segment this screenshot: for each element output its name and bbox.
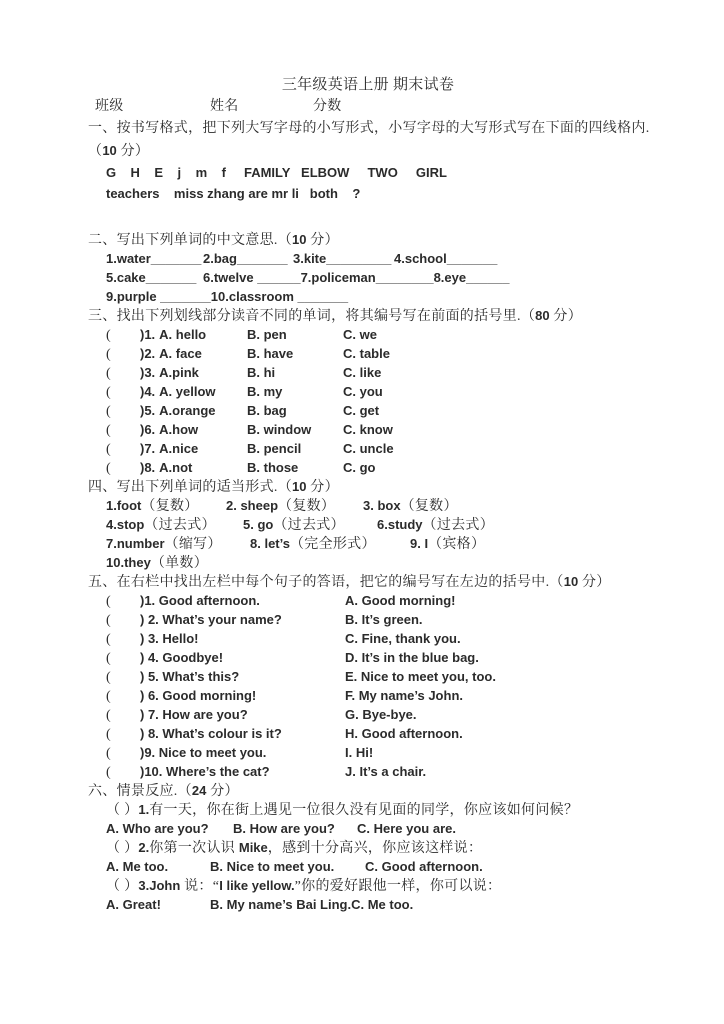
matching-row — [106, 629, 696, 648]
form-hint: （过去式） — [422, 518, 495, 533]
letters-lowercase-line: teachers miss zhang are mr li both ? — [106, 186, 361, 201]
section4-heading-text: 四、写出下列单词的适当形式. — [88, 480, 278, 495]
word-form-item — [106, 515, 243, 535]
section6-heading — [88, 781, 696, 800]
option-b: B. pencil — [247, 441, 302, 456]
section6-heading-text: 六、情景反应. — [88, 784, 178, 799]
word: 9. I — [410, 536, 429, 551]
word-form-item — [363, 496, 458, 516]
section1-score — [88, 140, 696, 162]
score-paren-close: 分） — [549, 309, 582, 324]
question-text: 你第一次认识 — [149, 841, 239, 856]
word: 6.study — [377, 517, 423, 532]
section6-score-value: 24 — [191, 783, 207, 798]
option-a: A. face — [159, 346, 202, 361]
option-a-cell — [140, 439, 247, 458]
vocab-item: 4.school_______ — [394, 251, 498, 266]
section2-heading — [88, 230, 696, 249]
option-a: A.orange — [159, 403, 216, 418]
answer-bracket: ( — [106, 442, 111, 457]
word-form-item — [243, 515, 377, 535]
vocab-item: 5.cake_______ — [106, 270, 197, 285]
answer-bracket: ( — [106, 423, 111, 438]
word-form-row — [106, 496, 696, 515]
situation-question — [106, 838, 696, 857]
vocab-item: 6.twelve ______ — [203, 270, 301, 285]
answer-bracket: ( — [106, 670, 111, 685]
matching-right: E. Nice to meet you, too. — [345, 669, 496, 684]
option-b: B. my — [247, 384, 283, 399]
section1-score-value: 10 — [102, 143, 117, 158]
option-c: C. know — [343, 422, 393, 437]
matching-left: ) 6. Good morning! — [140, 688, 257, 703]
question-text: 有一天，你在街上遇见一位很久没有见面的同学，你应该如何问候？ — [149, 803, 579, 818]
matching-row — [106, 705, 696, 724]
word-form-item — [250, 534, 410, 554]
score-paren-open: （ — [88, 144, 103, 159]
form-hint: （完全形式） — [289, 537, 376, 552]
letters-uppercase-line: G H E j m f FAMILY ELBOW TWO GIRL — [106, 165, 447, 180]
score-paren-close: 分） — [116, 144, 150, 159]
phonics-row — [106, 439, 696, 458]
phonics-row — [106, 401, 696, 420]
option-b: B. My name’s Bai Ling. — [210, 897, 352, 912]
question-number: )4. — [140, 384, 156, 399]
option-c: C. like — [343, 365, 382, 380]
section3-heading-text: 三、找出下列划线部分读音不同的单词，将其编号写在前面的括号里. — [88, 309, 521, 324]
option-c: C. table — [343, 346, 390, 361]
option-b: B. hi — [247, 365, 276, 380]
word: 5. go — [243, 517, 274, 532]
question-text: ”你的爱好跟他一样，你可以说： — [294, 879, 502, 894]
question-number: 1. — [138, 802, 150, 817]
answer-bracket: ( — [106, 366, 111, 381]
question-number: )8. — [140, 460, 156, 475]
word-form-item — [377, 515, 494, 535]
section2-score-value: 10 — [292, 232, 307, 247]
form-hint: （复数） — [400, 499, 458, 514]
answer-bracket: ( — [106, 461, 111, 476]
option-a: A.pink — [159, 365, 199, 380]
answer-bracket: ( — [106, 746, 111, 761]
word: 1.foot — [106, 498, 142, 513]
option-b: B. bag — [247, 403, 287, 418]
vocab-item: 1.water_______ — [106, 251, 202, 266]
vocab-row — [106, 268, 696, 287]
vocab-row — [106, 287, 696, 306]
answer-bracket: ( — [106, 727, 111, 742]
phonics-row — [106, 325, 696, 344]
question-number: 2. — [138, 840, 150, 855]
matching-row — [106, 648, 696, 667]
question-english: I like yellow. — [219, 878, 295, 893]
option-c: C. get — [343, 403, 380, 418]
score-paren-open: （ — [520, 309, 536, 324]
section3-score-value: 80 — [535, 308, 550, 323]
answer-bracket: （ ） — [106, 841, 139, 856]
writing-grid-blank-space — [88, 204, 696, 230]
option-b: B. window — [247, 422, 312, 437]
option-b: B. pen — [247, 327, 287, 342]
form-hint: （过去式） — [273, 518, 345, 533]
option-a-cell — [140, 420, 247, 439]
word-form-item — [106, 496, 226, 516]
form-hint: （复数） — [278, 499, 336, 514]
option-a: A. yellow — [159, 384, 216, 399]
matching-row — [106, 762, 696, 781]
question-english: Mike — [238, 840, 268, 855]
form-hint: （宾格） — [428, 537, 486, 552]
option-c: C. go — [343, 460, 376, 475]
answer-bracket: （ ） — [106, 879, 139, 894]
score-paren-open: （ — [277, 480, 293, 495]
option-c: C. uncle — [343, 441, 394, 456]
vocab-item: 3.kite_________ — [293, 251, 392, 266]
header-fields — [95, 96, 696, 118]
answer-bracket: ( — [106, 651, 111, 666]
vocab-item: 9.purple _______ — [106, 289, 211, 304]
answer-bracket: ( — [106, 765, 111, 780]
score-paren-close: 分） — [206, 784, 239, 799]
situation-question — [106, 800, 696, 819]
score-paren-close: 分） — [306, 480, 339, 495]
option-c: C. Good afternoon. — [365, 859, 483, 874]
answer-bracket: ( — [106, 632, 111, 647]
matching-right: G. Bye-bye. — [345, 707, 417, 722]
matching-left: ) 8. What’s colour is it? — [140, 726, 282, 741]
class-label: 班级 — [95, 99, 124, 114]
situation-options — [106, 857, 696, 876]
answer-bracket: ( — [106, 708, 111, 723]
page-title: 三年级英语上册 期末试卷 — [281, 77, 455, 93]
word-form-item — [106, 534, 250, 554]
matching-row — [106, 743, 696, 762]
matching-row — [106, 667, 696, 686]
word-form-item — [106, 553, 208, 573]
matching-left: ) 7. How are you? — [140, 707, 248, 722]
form-hint: （复数） — [141, 499, 199, 514]
situation-question — [106, 876, 696, 895]
matching-left: ) 5. What’s this? — [140, 669, 240, 684]
question-text: 说：“ — [180, 879, 220, 894]
word: 8. let’s — [250, 536, 290, 551]
matching-row — [106, 591, 696, 610]
section4-score-value: 10 — [292, 479, 307, 494]
question-number: )7. — [140, 441, 156, 456]
phonics-row — [106, 458, 696, 477]
option-b: B. Nice to meet you. — [210, 859, 335, 874]
score-paren-open: （ — [549, 575, 564, 590]
question-number: 3.John — [138, 878, 181, 893]
answer-bracket: ( — [106, 594, 111, 609]
vocab-item: 8.eye______ — [433, 270, 510, 285]
matching-left: ) 4. Goodbye! — [140, 650, 224, 665]
word-form-item — [410, 534, 485, 554]
option-a: A. Me too. — [106, 859, 169, 874]
section3-heading — [88, 306, 696, 325]
option-a-cell — [140, 458, 247, 477]
option-c: C. we — [343, 327, 377, 342]
phonics-row — [106, 382, 696, 401]
situation-options — [106, 895, 696, 914]
word: 7.number — [106, 536, 165, 551]
option-b: B. How are you? — [233, 821, 335, 836]
answer-bracket: ( — [106, 328, 111, 343]
word-form-row — [106, 534, 696, 553]
matching-right: D. It’s in the blue bag. — [345, 650, 479, 665]
question-text: ，感到十分高兴，你应该这样说： — [267, 841, 483, 856]
answer-bracket: ( — [106, 347, 111, 362]
option-a-cell — [140, 401, 247, 420]
question-number: )6. — [140, 422, 156, 437]
matching-left: ) 2. What’s your name? — [140, 612, 282, 627]
word-form-row — [106, 553, 696, 572]
score-paren-open: （ — [277, 233, 293, 248]
word: 4.stop — [106, 517, 145, 532]
option-a: A.nice — [159, 441, 199, 456]
option-b: B. have — [247, 346, 294, 361]
question-number: )1. — [140, 327, 156, 342]
matching-right: I. Hi! — [345, 745, 374, 760]
section5-heading-text: 五、在右栏中找出左栏中每个句子的答语，把它的编号写在左边的括号中. — [88, 575, 550, 590]
vocab-item: 2.bag_______ — [203, 251, 288, 266]
matching-right: A. Good morning! — [345, 593, 456, 608]
word: 3. box — [363, 498, 401, 513]
matching-row — [106, 724, 696, 743]
option-c: C. Me too. — [351, 897, 414, 912]
section4-heading — [88, 477, 696, 496]
word: 2. sheep — [226, 498, 279, 513]
form-hint: （过去式） — [144, 518, 216, 533]
option-a: A. Great! — [106, 897, 161, 912]
score-paren-close: 分） — [578, 575, 611, 590]
matching-row — [106, 686, 696, 705]
question-number: )2. — [140, 346, 156, 361]
matching-right: F. My name’s John. — [345, 688, 463, 703]
word-form-row — [106, 515, 696, 534]
form-hint: （缩写） — [164, 537, 222, 552]
section1-heading: 一、按书写格式，把下列大写字母的小写形式，小写字母的大写形式写在下面的四线格内. — [88, 121, 650, 136]
score-paren-close: 分） — [306, 233, 339, 248]
question-number: )5. — [140, 403, 156, 418]
question-number: )3. — [140, 365, 156, 380]
vocab-row — [106, 249, 696, 268]
matching-left: )9. Nice to meet you. — [140, 745, 267, 760]
option-b: B. those — [247, 460, 299, 475]
matching-left: )10. Where’s the cat? — [140, 764, 270, 779]
phonics-row — [106, 363, 696, 382]
option-a: A.not — [159, 460, 193, 475]
option-a: A.how — [159, 422, 199, 437]
form-hint: （单数） — [150, 556, 209, 571]
vocab-item: 7.policeman________ — [300, 270, 434, 285]
matching-right: H. Good afternoon. — [345, 726, 463, 741]
score-label: 分数 — [313, 99, 342, 114]
option-a: A. Who are you? — [106, 821, 209, 836]
matching-right: B. It’s green. — [345, 612, 423, 627]
option-c: C. Here you are. — [357, 821, 456, 836]
matching-right: J. It’s a chair. — [345, 764, 427, 779]
option-a-cell — [140, 325, 247, 344]
section2-heading-text: 二、写出下列单词的中文意思. — [88, 233, 278, 248]
word-form-item — [226, 496, 363, 516]
vocab-item: 10.classroom _______ — [210, 289, 349, 304]
option-a: A. hello — [159, 327, 207, 342]
option-a-cell — [140, 363, 247, 382]
matching-left: )1. Good afternoon. — [140, 593, 260, 608]
answer-bracket: ( — [106, 404, 111, 419]
answer-bracket: ( — [106, 385, 111, 400]
score-paren-open: （ — [177, 784, 192, 799]
matching-left: ) 3. Hello! — [140, 631, 199, 646]
situation-options — [106, 819, 696, 838]
matching-row — [106, 610, 696, 629]
section5-heading — [88, 572, 696, 591]
option-a-cell — [140, 344, 247, 363]
option-a-cell — [140, 382, 247, 401]
phonics-row — [106, 420, 696, 439]
matching-right: C. Fine, thank you. — [345, 631, 461, 646]
answer-bracket: ( — [106, 689, 111, 704]
word: 10.they — [106, 555, 151, 570]
name-label: 姓名 — [210, 99, 239, 114]
answer-bracket: （ ） — [106, 803, 139, 818]
phonics-row — [106, 344, 696, 363]
answer-bracket: ( — [106, 613, 111, 628]
section5-score-value: 10 — [563, 574, 579, 589]
option-c: C. you — [343, 384, 383, 399]
